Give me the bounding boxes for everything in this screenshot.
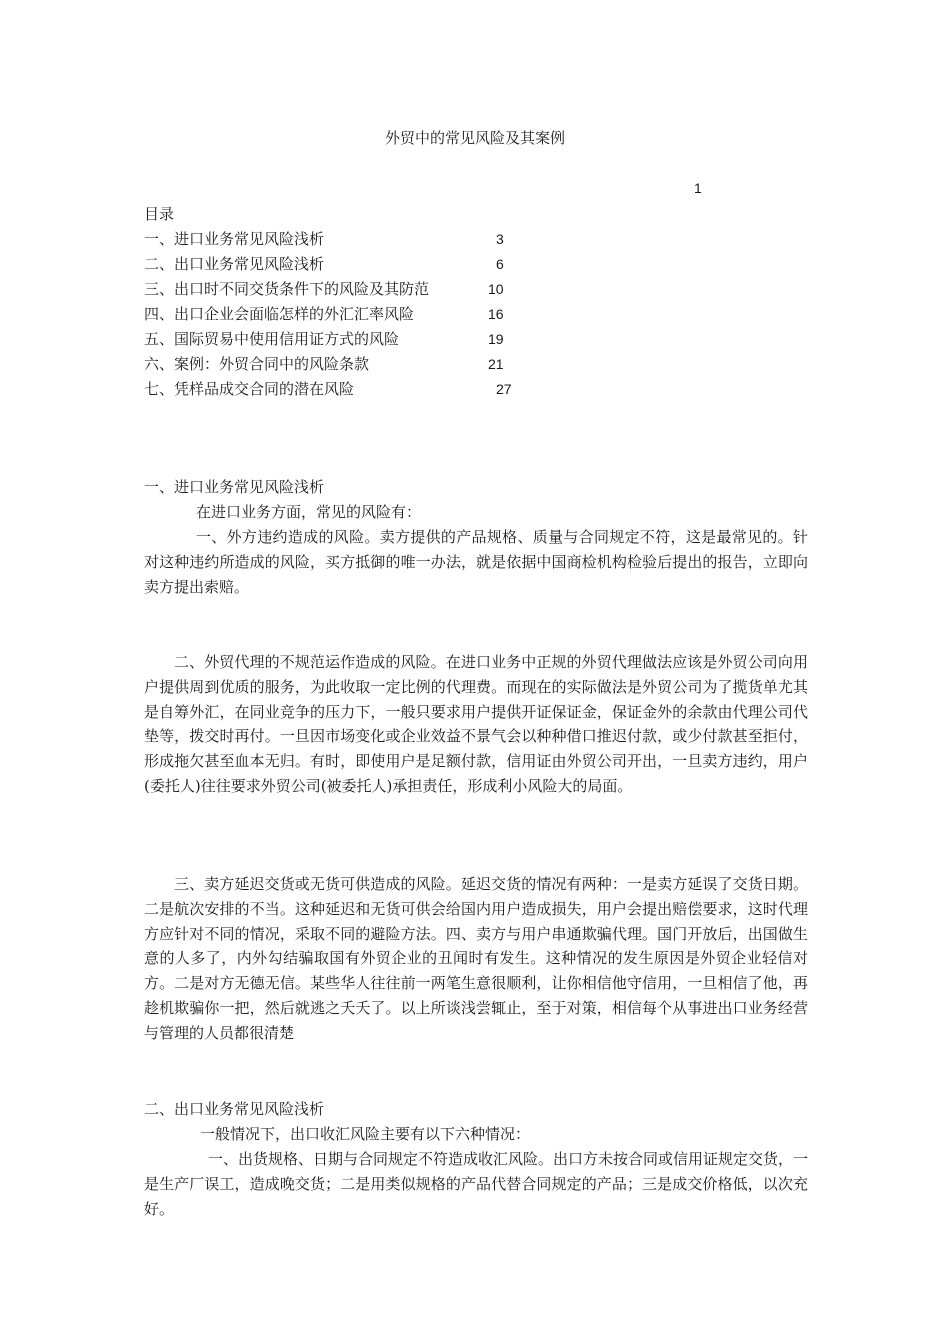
toc-item-label: 七、凭样品成交合同的潜在风险 xyxy=(144,380,355,398)
toc-item-label: 五、国际贸易中使用信用证方式的风险 xyxy=(144,330,400,348)
section2-heading: 二、出口业务常见风险浅析 xyxy=(144,1100,325,1118)
toc-item[interactable] xyxy=(144,252,564,277)
toc-item-page: 3 xyxy=(496,231,504,247)
toc-item-label: 六、案例：外贸合同中的风险条款 xyxy=(144,355,370,373)
section1-heading: 一、进口业务常见风险浅析 xyxy=(144,478,325,496)
page-number: 1 xyxy=(694,180,702,196)
toc-item-page: 27 xyxy=(496,381,512,397)
toc-item-label: 二、出口业务常见风险浅析 xyxy=(144,255,325,273)
section2-paragraph-1: 一、出货规格、日期与合同规定不符造成收汇风险。出口方未按合同或信用证规定交货，一是生产厂误工，造成晚交货；二是用类似规格的产品代替合同规定的产品；三是成交价格低，以次充好。 xyxy=(144,1150,809,1218)
section1-paragraph-3: 三、卖方延迟交货或无货可供造成的风险。延迟交货的情况有两种：一是卖方延误了交货日期。二是航次安排的不当。这种延迟和无货可供会给国内用户造成损失，用户会提出赔偿要求，这时代理方应针对不同的情况，采取不同的避险方法。四、卖方与用户串通欺骗代理。国门开放后，出国做生意的人多了，内外勾结骗取国有外贸企业的丑闻时有发生。这种情况的发生原因是外贸企业轻信对方。二是对方无德无信。某些华人往往前一两笔生意很顺利，让你相信他守信用，一旦相信了他，再趁机欺骗你一把，然后就逃之夭夭了。以上所谈浅尝辄止，至于对策，相信每个从事进出口业务经营与管理的人员都很清楚 xyxy=(144,875,808,1042)
toc-item-label: 三、出口时不同交货条件下的风险及其防范 xyxy=(144,280,430,298)
section1-paragraph-2: 二、外贸代理的不规范运作造成的风险。在进口业务中正规的外贸代理做法应该是外贸公司向用户提供周到优质的服务，为此收取一定比例的代理费。而现在的实际做法是外贸公司为了揽货单尤其是自筹外汇，在同业竞争的压力下，一般只要求用户提供开证保证金，保证金外的余款由代理公司代垫等，拨交时再付。一旦因市场变化或企业效益不景气会以种种借口推迟付款，或少付款甚至拒付，形成拖欠甚至血本无归。有时，即使用户是足额付款，信用证由外贸公司开出，一旦卖方违约，用户(委托人)往往要求外贸公司(被委托人)承担责任，形成利小风险大的局面。 xyxy=(144,653,808,795)
toc-item[interactable] xyxy=(144,377,564,402)
section2-intro: 一般情况下，出口收汇风险主要有以下六种情况： xyxy=(200,1125,531,1143)
toc-item[interactable] xyxy=(144,327,564,352)
toc-item[interactable] xyxy=(144,302,564,327)
table-of-contents xyxy=(144,202,564,402)
toc-item-page: 6 xyxy=(496,256,504,272)
toc-item-page: 10 xyxy=(488,281,504,297)
toc-item[interactable] xyxy=(144,227,564,252)
section1-intro: 在进口业务方面，常见的风险有： xyxy=(196,503,422,521)
toc-item[interactable] xyxy=(144,352,564,377)
section1-paragraph-1: 一、外方违约造成的风险。卖方提供的产品规格、质量与合同规定不符，这是最常见的。针对这种违约所造成的风险，买方抵御的唯一办法，就是依据中国商检机构检验后提出的报告，立即向卖方提出索赔。 xyxy=(144,528,808,596)
document-title: 外贸中的常见风险及其案例 xyxy=(384,129,565,147)
toc-item-page: 21 xyxy=(488,356,504,372)
toc-item-page: 16 xyxy=(488,306,504,322)
toc-item[interactable] xyxy=(144,277,564,302)
toc-item-label: 四、出口企业会面临怎样的外汇汇率风险 xyxy=(144,305,415,323)
toc-item-label: 一、进口业务常见风险浅析 xyxy=(144,230,325,248)
toc-heading: 目录 xyxy=(144,205,175,223)
toc-item-page: 19 xyxy=(488,331,504,347)
